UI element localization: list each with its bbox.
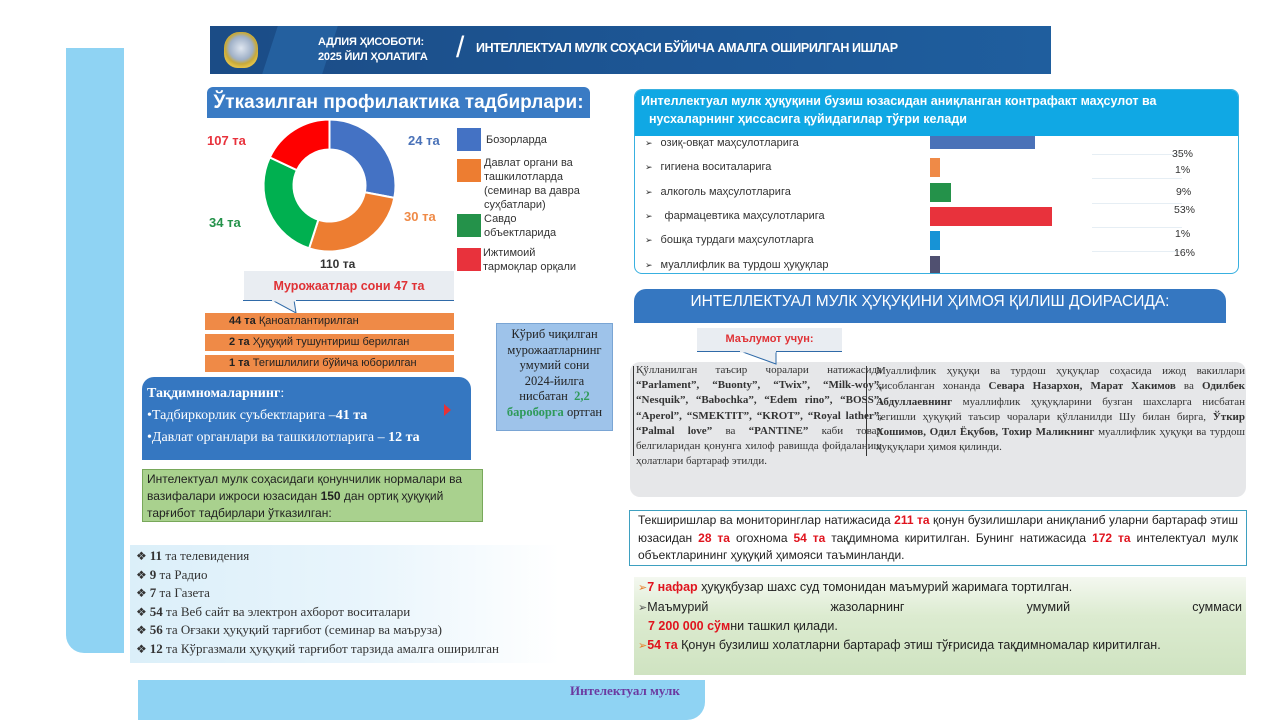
counterfeit-category-label (645, 210, 825, 222)
diamond-bullet-icon: ❖ (136, 586, 147, 600)
fines-word (638, 598, 708, 618)
counterfeit-leader-line (1092, 203, 1182, 204)
media-item (136, 547, 554, 566)
header-banner (210, 26, 1051, 74)
appeal-text: Тегишлилиги бўйича юборилган (252, 357, 417, 369)
counterfeit-chart-title (635, 90, 1238, 136)
fines-amount-line (638, 617, 1242, 636)
monitoring-text: огохнома (730, 530, 794, 545)
appeal-text: Қаноатлантирилган (258, 315, 359, 327)
law-text: дан ортиқ ҳуқуқий тарғибот тадбирлари ўтказилган: (147, 489, 444, 520)
fines-text: ни ташкил қилади. (730, 619, 838, 633)
counterfeit-category-label (645, 234, 814, 246)
counterfeit-bar (930, 136, 1035, 149)
counterfeit-bar (930, 231, 940, 250)
fines-item (638, 598, 1242, 618)
appeal-text: Ҳуқуқий тушунтириш берилган (252, 336, 410, 348)
donut-slice-trade (264, 157, 319, 248)
arrow-bullet-icon: ➢ (645, 138, 653, 148)
diamond-bullet-icon: ❖ (136, 549, 147, 563)
donut-slice-gov (309, 192, 394, 251)
media-text: та Газета (156, 585, 210, 600)
fines-text: ҳуқуқбузар шахс суд томонидан маъмурий жаримага тортилган. (697, 580, 1073, 594)
growth-line: мурожаатларнинг (507, 342, 602, 357)
donut-label-markets: 24 та (408, 133, 440, 148)
fines-item (638, 636, 1242, 656)
growth-line: Кўриб чиқилган (511, 327, 598, 341)
legend-trade-line1: Савдо (484, 213, 517, 225)
diamond-bullet-icon: ❖ (136, 567, 147, 582)
media-item (136, 584, 554, 603)
counterfeit-category-label (645, 259, 828, 271)
submissions-item (147, 405, 466, 427)
submissions-box (142, 377, 471, 460)
fines-word: суммаси (1192, 599, 1242, 614)
fines-word: умумий (1026, 599, 1071, 614)
submissions-item-text: •Давлат органлари ва ташкилотларига – (147, 430, 389, 445)
counterfeit-value-label: 35% (1172, 148, 1194, 160)
diamond-bullet-icon: ❖ (136, 641, 147, 656)
growth-factor-word: бароборга (506, 404, 564, 419)
arrow-bullet-icon: ➢ (645, 235, 653, 246)
appeals-callout: Мурожаатлар сони 47 та (244, 271, 454, 301)
counterfeit-value-label: 9% (1176, 186, 1192, 198)
counterfeit-value-label: 1% (1175, 228, 1191, 240)
prevention-legend (457, 128, 592, 278)
donut-label-trade: 34 та (209, 215, 241, 230)
arrow-bullet-icon: ➢ (638, 639, 648, 652)
submissions-item (147, 427, 466, 449)
authors-text-part: муаллифлик ҳуқуқи ва турдош ҳуқуқлари ҳимоя қилинди. (876, 426, 1245, 454)
fines-word: жазоларнинг (830, 599, 905, 614)
counterfeit-leader-line (1092, 251, 1182, 252)
media-text: та Радио (156, 566, 208, 582)
media-count: 7 (149, 585, 157, 600)
authors-names: Одилбек Абдуллаевнинг (876, 380, 1245, 408)
growth-line (497, 405, 612, 421)
counterfeit-category-text: гигиена воситаларига (660, 161, 772, 174)
monitoring-text: интелектуал мулк объектларининг ҳуқуқий ҳимояси таъминланди. (638, 530, 1239, 562)
monitoring-number: 211 та (894, 513, 930, 527)
submissions-title (147, 383, 466, 405)
legend-gov-line2: ташкилотларда (484, 171, 563, 183)
banner-subtitle (318, 35, 428, 65)
media-item (136, 621, 554, 640)
media-item (136, 640, 554, 659)
legend-swatch-gov (457, 159, 481, 182)
brands-list: “Parlament”, “Buonty”, “Twix”, “Milk-woy”, “Nesquik”, “Babochka”, “Edem rino”, “BOSS”, “Aperol”, “SMEKTIT”, “KROT”, “Royal lather”, “Palmal love” (636, 379, 882, 437)
counterfeit-category-text: алкоголь маҳсулотларига (660, 185, 791, 198)
banner-subtitle-line1: АДЛИЯ ҲИСОБОТИ: (318, 36, 424, 48)
counterfeit-leader-line (1092, 227, 1182, 228)
banner-subtitle-line2: 2025 ЙИЛ ҲОЛАТИГА (318, 51, 428, 63)
footer-text: Интелектуал мулк (570, 683, 680, 698)
counterfeit-bar (930, 256, 940, 275)
counterfeit-bar (930, 207, 1052, 226)
monitoring-number: 54 та (793, 530, 826, 545)
media-text: та Оғзаки ҳуқуқий тарғибот (семинар ва маъруза) (162, 622, 442, 637)
donut-label-social: 107 та (207, 133, 246, 148)
counterfeit-category-text: муаллифлик ва турдош ҳуқуқлар (660, 258, 829, 271)
fines-item (638, 578, 1242, 598)
counterfeit-category-text: озиқ-овқат маҳсулотларига (660, 137, 799, 149)
law-text: Интелектуал мулк соҳасидаги қонунчилик нормалари ва вазифалари ижроси юзасидан (147, 472, 463, 503)
protection-title: ИНТЕЛЛЕКТУАЛ МУЛК ҲУҚУҚИНИ ҲИМОЯ ҚИЛИШ ДОИРАСИДА: (634, 289, 1226, 323)
legend-social-line1: Ижтимоий (483, 247, 536, 259)
counterfeit-title-line1: Интеллектуал мулк ҳуқуқини бузиш юзасидан аниқланган контрафакт маҳсулот ва (641, 94, 1157, 108)
legend-gov-line1: Давлат органи ва (484, 157, 573, 169)
prevention-donut-chart (262, 118, 397, 253)
counterfeit-category-text: фармацевтика маҳсулотларига (664, 209, 825, 222)
counterfeit-leader-line (1092, 154, 1182, 155)
page-title: ИНТЕЛЛЕКТУАЛ МУЛК СОҲАСИ БЎЙИЧА АМАЛГА ОШИРИЛГАН ИШЛАР (476, 41, 898, 55)
media-count: 56 (149, 622, 163, 637)
arrow-bullet-icon: ➢ (645, 259, 653, 270)
counterfeit-leader-line (1092, 178, 1182, 179)
counterfeit-value-label: 53% (1174, 204, 1196, 216)
media-count: 12 (149, 640, 163, 656)
brands-last: “PANTINE” (748, 424, 809, 437)
fines-box (634, 577, 1246, 675)
arrow-bullet-icon: ➢ (645, 162, 653, 173)
appeal-row-explained (205, 334, 454, 351)
legend-swatch-trade (457, 214, 481, 237)
info-callout: Маълумот учун: (697, 328, 842, 352)
monitoring-results-box (629, 510, 1247, 566)
counterfeit-bar (930, 158, 940, 177)
submissions-item-value: 12 та (388, 430, 420, 445)
appeal-count: 1 та (229, 357, 250, 369)
authors-names: Ўткир Хошимов, Одил Ёқубов, Тохир Маликнинг (876, 410, 1245, 439)
legend-swatch-social (457, 248, 481, 271)
submissions-item-text: •Тадбиркорлик суъбектларига – (147, 408, 336, 423)
authors-text (876, 364, 1245, 456)
growth-factor: 2,2 (574, 389, 590, 403)
authors-text-part: ва (1175, 380, 1202, 393)
arrow-bullet-icon: ➢ (645, 186, 653, 197)
brands-mid: ва (712, 424, 749, 437)
prevention-title: Ўтказилган профилактика тадбирлари: (207, 87, 590, 118)
counterfeit-value-label: 1% (1175, 164, 1191, 176)
legend-label-social (483, 246, 576, 274)
growth-text: нисбатан (519, 389, 568, 403)
monitoring-text: Текширишлар ва мониторинглар натижасида (638, 513, 895, 527)
legend-trade-line2: объектларида (484, 227, 557, 239)
growth-line: умумий сони (519, 358, 590, 372)
growth-line: 2024-йилга (524, 373, 585, 388)
brands-left-rule (633, 366, 634, 456)
monitoring-number: 28 та (698, 530, 730, 545)
counterfeit-category-label (645, 186, 791, 198)
donut-slice-social (270, 120, 330, 171)
counterfeit-category-label (645, 137, 799, 149)
counterfeit-value-label: 16% (1174, 247, 1196, 259)
legend-label-gov (484, 156, 580, 212)
emblem-icon (224, 32, 258, 68)
media-count: 9 (149, 566, 157, 582)
media-text: та телевидения (162, 548, 250, 563)
brands-pre: Қўлланилган таъсир чоралари натижасида (636, 364, 882, 376)
media-count: 54 (149, 603, 163, 619)
growth-text: ортган (566, 404, 603, 419)
authors-text-part: Муаллифлик ҳуқуқи ва турдош ҳуқуқлар соҳасида ижод вакиллари ҳисобланган хонанда (876, 365, 1245, 393)
submissions-title-text: Тақдимномаларнинг (147, 386, 281, 401)
appeals-callout-pointer (270, 300, 300, 314)
counterfeit-category-label (645, 161, 771, 173)
monitoring-number: 172 та (1092, 530, 1131, 545)
media-list (130, 545, 560, 663)
fines-number: 7 нафар (647, 580, 698, 594)
media-item (136, 566, 554, 585)
media-text: та Веб сайт ва электрон ахборот воситалари (162, 603, 411, 619)
submissions-colon: : (280, 386, 285, 401)
donut-slice-markets (330, 120, 396, 198)
authors-text-part: муаллифлик ҳуқуқларини бузган шахсларга нисбатан тегишли ҳуқуқий таъсир чоралари қўлланилди Шу билан бирга, (876, 395, 1245, 423)
arrow-right-icon (444, 404, 451, 416)
authors-names: Севара Назархон, Марат Хакимов (988, 380, 1176, 393)
counterfeit-chart-box (634, 89, 1239, 274)
donut-center-total: 110 та (320, 257, 356, 271)
banner-slash: / (456, 31, 465, 64)
legend-label-trade (484, 212, 556, 240)
law-count: 150 (320, 489, 341, 503)
arrow-bullet-icon: ➢ (638, 601, 648, 614)
fines-number: 54 та (647, 637, 678, 652)
brands-text (636, 363, 882, 469)
legend-gov-line3: (семинар ва давра (484, 185, 580, 197)
diamond-bullet-icon: ❖ (136, 604, 147, 619)
submissions-item-value: 41 та (335, 408, 368, 423)
media-count: 11 (149, 548, 163, 563)
donut-label-gov: 30 та (404, 209, 436, 224)
legend-social-line2: тармоқлар орқали (483, 261, 577, 273)
monitoring-text: қонун бузилишлари аниқланиб уларни бартараф этиш юзасидан (638, 513, 1238, 545)
growth-line (497, 389, 612, 405)
media-item (136, 603, 554, 622)
brands-post: каби товар белгиларидан қонунга хилоф равишда фойдаланиш ҳолатлари бартараф этилди. (636, 424, 883, 468)
diamond-bullet-icon: ❖ (136, 623, 147, 637)
appeal-count: 2 та (229, 336, 250, 348)
counterfeit-bar (930, 183, 951, 202)
fines-amount: 7 200 000 сўм (648, 619, 731, 633)
legend-swatch-markets (457, 128, 481, 151)
legend-label-markets: Бозорларда (486, 134, 547, 146)
arrow-bullet-icon: ➢ (645, 210, 653, 221)
monitoring-text: тақдимнома киритилган. Бунинг натижасида (825, 530, 1093, 545)
counterfeit-category-text: бошқа турдаги маҳсулотларга (660, 234, 814, 247)
appeals-growth-box (496, 323, 613, 431)
appeal-row-satisfied (205, 313, 454, 330)
fines-text: Қонун бузилиш холатларни бартараф этиш тўғрисида тақдимномалар киритилган. (677, 637, 1161, 652)
legal-promotion-box (142, 469, 483, 522)
legend-gov-line4: суҳбатлари) (484, 199, 546, 211)
appeal-count: 44 та (229, 315, 256, 327)
appeal-row-forwarded (205, 355, 454, 372)
counterfeit-title-line2: нусхаларнинг ҳиссасига қуйидагилар тўғри келади (649, 112, 967, 126)
fines-word-text: Маъмурий (647, 599, 709, 614)
media-text: та Кўргазмали ҳуқуқий тарғибот тарзида амалга оширилган (162, 640, 499, 656)
left-decorative-rail (66, 48, 124, 653)
arrow-bullet-icon: ➢ (638, 582, 648, 594)
